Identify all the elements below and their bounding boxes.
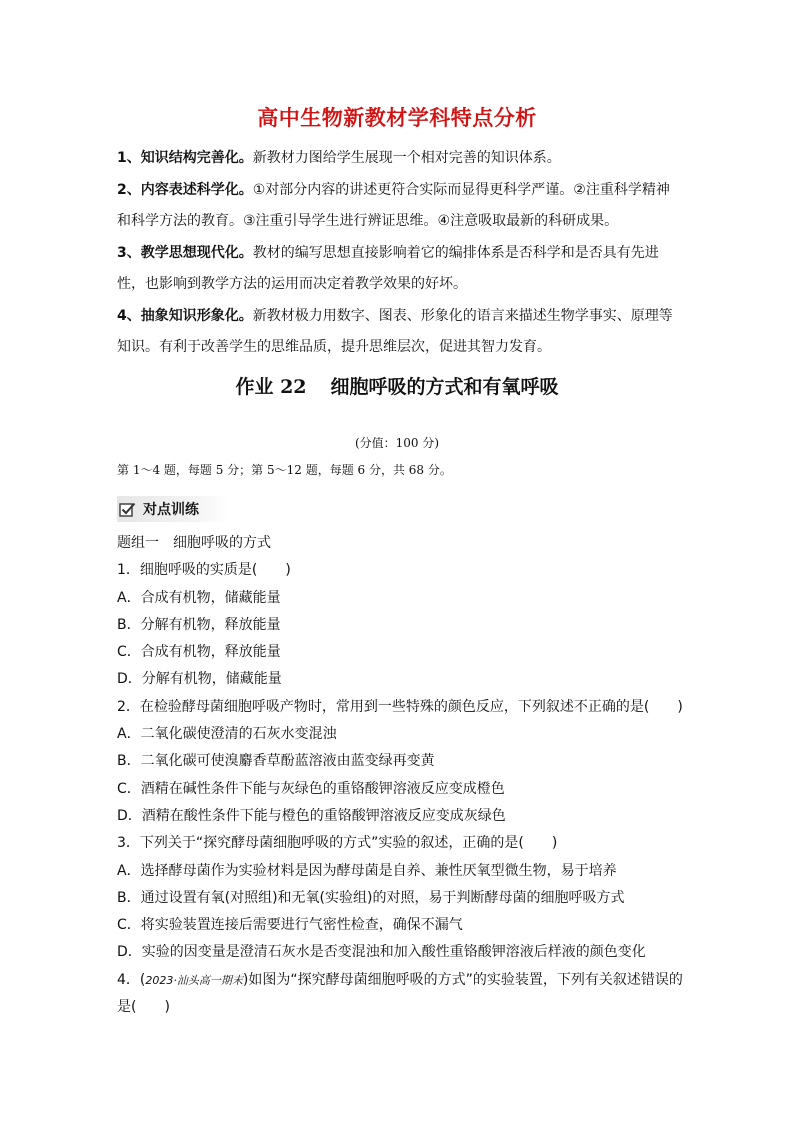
score-rule: 第 1～4 题，每题 5 分；第 5～12 题，每题 6 分，共 68 分。 [117, 463, 452, 477]
promo-item-head: 4、抽象知识形象化。 [117, 307, 253, 324]
question-number: 4．( [117, 971, 146, 988]
promo-item-3 [117, 238, 677, 301]
promo-item-head: 3、教学思想现代化。 [117, 244, 253, 261]
promo-item-2 [117, 175, 677, 238]
promo-item-4 [117, 301, 677, 364]
option-b: B．分解有机物，释放能量 [117, 616, 281, 633]
promo-item-body: ①对部分内容的讲述更符合实际而显得更科学严谨。②注重科学精神和科学方法的教育。③注重引导学生进行辨证思维。④注意吸取最新的科研成果。 [117, 181, 670, 229]
section-heading [117, 496, 229, 522]
option-c: C．合成有机物，释放能量 [117, 644, 281, 661]
option-a: A．二氧化碳使澄清的石灰水变混浊 [117, 726, 337, 743]
question-stem: 1．细胞呼吸的实质是( ) [117, 562, 291, 579]
question-stem: 2．在检验酵母菌细胞呼吸产物时，常用到一些特殊的颜色反应，下列叙述不正确的是( ) [117, 698, 683, 715]
promo-intro [117, 143, 677, 364]
option-a: A．选择酵母菌作为实验材料是因为酵母菌是自养、兼性厌氧型微生物，易于培养 [117, 862, 617, 879]
promo-item-head: 2、内容表述科学化。 [117, 181, 253, 198]
promo-item-body: 新教材极力用数字、图表、形象化的语言来描述生物学事实、原理等知识。有利于改善学生的思维品质，提升思维层次，促进其智力发育。 [117, 307, 673, 355]
promo-item-body: 教材的编写思想直接影响着它的编排体系是否科学和是否具有先进性，也影响到教学方法的运用而决定着教学效果的好坏。 [117, 244, 659, 292]
score-total: (分值：100 分) [354, 436, 440, 450]
checkbox-icon [119, 501, 136, 518]
homework-title [0, 372, 794, 399]
group-heading: 题组一 细胞呼吸的方式 [117, 535, 271, 551]
promo-item-body: 新教材力图给学生展现一个相对完善的知识体系。 [252, 150, 561, 166]
option-b: B．二氧化碳可使溴麝香草酚蓝溶液由蓝变绿再变黄 [117, 753, 435, 770]
promo-item-1 [117, 143, 677, 175]
question-stem [117, 967, 687, 1022]
section-label: 对点训练 [143, 502, 199, 518]
option-d: D．酒精在酸性条件下能与橙色的重铬酸钾溶液反应变成灰绿色 [117, 807, 506, 824]
option-c: C．将实验装置连接后需要进行气密性检查，确保不漏气 [117, 917, 463, 934]
option-c: C．酒精在碱性条件下能与灰绿色的重铬酸钾溶液反应变成橙色 [117, 780, 505, 797]
promo-title: 高中生物新教材学科特点分析 [257, 106, 537, 130]
question-stem: 3．下列关于“探究酵母菌细胞呼吸的方式”实验的叙述，正确的是( ) [117, 835, 558, 852]
question-text: )如图为“探究酵母菌细胞呼吸的方式”的实验装置，下列有关叙述错误的是( ) [117, 971, 683, 1016]
promo-item-head: 1、知识结构完善化。 [117, 150, 253, 166]
question-list [117, 530, 687, 1021]
option-a: A．合成有机物，储藏能量 [117, 589, 281, 606]
question-source: 2023·汕头高一期末 [145, 973, 243, 987]
option-d: D．实验的因变量是澄清石灰水是否变混浊和加入酸性重铬酸钾溶液后样液的颜色变化 [117, 944, 646, 961]
option-d: D．分解有机物，储藏能量 [117, 671, 282, 688]
homework-number: 作业 22 [235, 376, 307, 398]
option-b: B．通过设置有氧(对照组)和无氧(实验组)的对照，易于判断酵母菌的细胞呼吸方式 [117, 889, 625, 906]
homework-topic: 细胞呼吸的方式和有氧呼吸 [330, 376, 559, 398]
